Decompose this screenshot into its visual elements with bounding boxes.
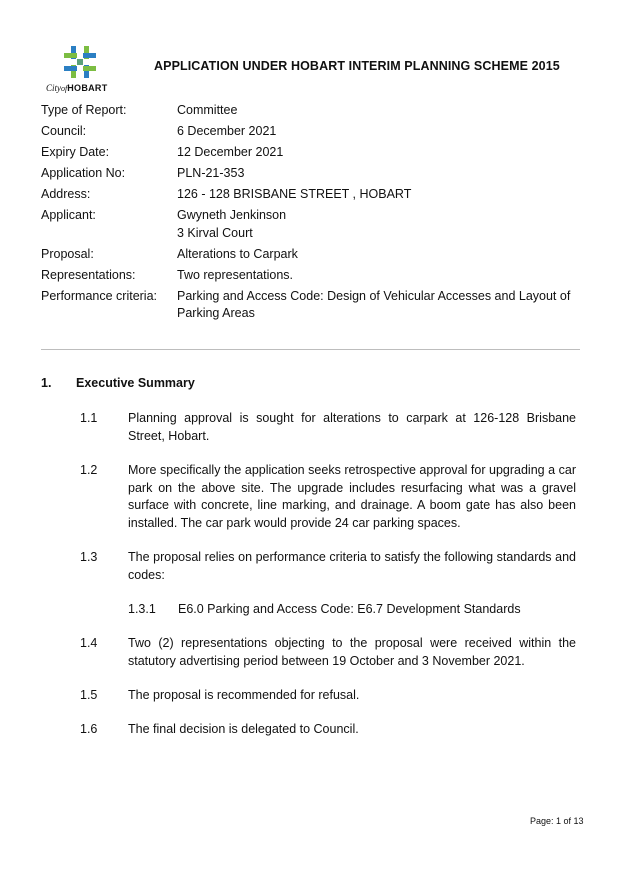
logo-wordmark: CityofHOBART: [46, 83, 108, 93]
meta-label: Type of Report:: [41, 103, 127, 117]
meta-row-proposal: [41, 246, 586, 264]
criteria-line-1: Parking and Access Code: Design of Vehicular Accesses and Layout of: [177, 288, 571, 303]
section-title: Executive Summary: [76, 376, 195, 390]
section-number: 1.: [41, 376, 52, 390]
meta-row-address: [41, 186, 586, 204]
item-text: The proposal relies on performance criteria to satisfy the following standards and codes:: [128, 550, 576, 582]
summary-item: [80, 635, 576, 670]
meta-label: Council:: [41, 124, 87, 138]
meta-label: Application No:: [41, 166, 126, 180]
summary-item: [80, 410, 576, 445]
report-metadata: [41, 102, 586, 326]
item-number: 1.2: [80, 463, 98, 477]
item-number: 1.4: [80, 636, 98, 650]
meta-label: Address:: [41, 187, 91, 201]
subitem-number: 1.3.1: [128, 602, 156, 616]
subitem-text: E6.0 Parking and Access Code: E6.7 Development Standards: [178, 602, 521, 616]
meta-row-type: [41, 102, 586, 120]
item-number: 1.3: [80, 550, 98, 564]
meta-value: Two representations.: [177, 267, 294, 282]
meta-value: [177, 207, 586, 242]
city-of-hobart-logo: [40, 44, 120, 96]
applicant-name: Gwyneth Jenkinson: [177, 208, 287, 222]
item-text: The final decision is delegated to Council.: [128, 722, 359, 736]
meta-value: PLN-21-353: [177, 166, 245, 180]
meta-label: Applicant:: [41, 208, 96, 222]
meta-row-representations: [41, 267, 586, 285]
meta-row-expiry: [41, 144, 586, 162]
hobart-lattice-icon: [62, 44, 98, 80]
meta-row-performance-criteria: [41, 288, 586, 323]
meta-value: 6 December 2021: [177, 124, 277, 138]
meta-row-council: [41, 123, 586, 141]
meta-label: Proposal:: [41, 246, 94, 261]
criteria-line-2: Parking Areas: [177, 306, 255, 320]
item-text: Planning approval is sought for alterations to carpark at 126-128 Brisbane Street, Hobart.: [128, 411, 576, 443]
document-title: APPLICATION UNDER HOBART INTERIM PLANNING SCHEME 2015: [154, 59, 560, 73]
meta-value: [177, 288, 586, 323]
meta-row-application-no: [41, 165, 586, 183]
applicant-address: 3 Kirval Court: [177, 225, 253, 240]
item-text: The proposal is recommended for refusal.: [128, 688, 360, 702]
summary-item: [80, 462, 576, 532]
section-heading: [41, 376, 195, 390]
meta-value: Committee: [177, 103, 238, 117]
meta-value: 126 - 128 BRISBANE STREET , HOBART: [177, 187, 412, 201]
section-divider: [41, 349, 580, 350]
page-number: Page: 1 of 13: [530, 816, 584, 826]
meta-row-applicant: [41, 207, 586, 242]
summary-item: [80, 687, 576, 705]
item-number: 1.5: [80, 688, 98, 702]
item-text: Two (2) representations objecting to the proposal were received within the statutory advertising period between 19 October and 3 November 2021.: [128, 636, 576, 668]
summary-subitem: [128, 601, 521, 619]
summary-item: [80, 549, 576, 584]
meta-label: Representations:: [41, 267, 136, 282]
item-number: 1.6: [80, 722, 98, 736]
meta-value: 12 December 2021: [177, 145, 284, 159]
summary-item: [80, 721, 576, 739]
item-number: 1.1: [80, 411, 98, 425]
meta-label: Expiry Date:: [41, 145, 110, 159]
item-text: More specifically the application seeks retrospective approval for upgrading a car park on the above site. The upgrade includes resurfacing what was a gravel surface with concrete, line marking, and drainage. A boom gate has also been installed. The car park would provide 24 car parking spaces.: [128, 463, 576, 530]
meta-value: Alterations to Carpark: [177, 246, 298, 261]
meta-label: Performance criteria:: [41, 288, 158, 303]
